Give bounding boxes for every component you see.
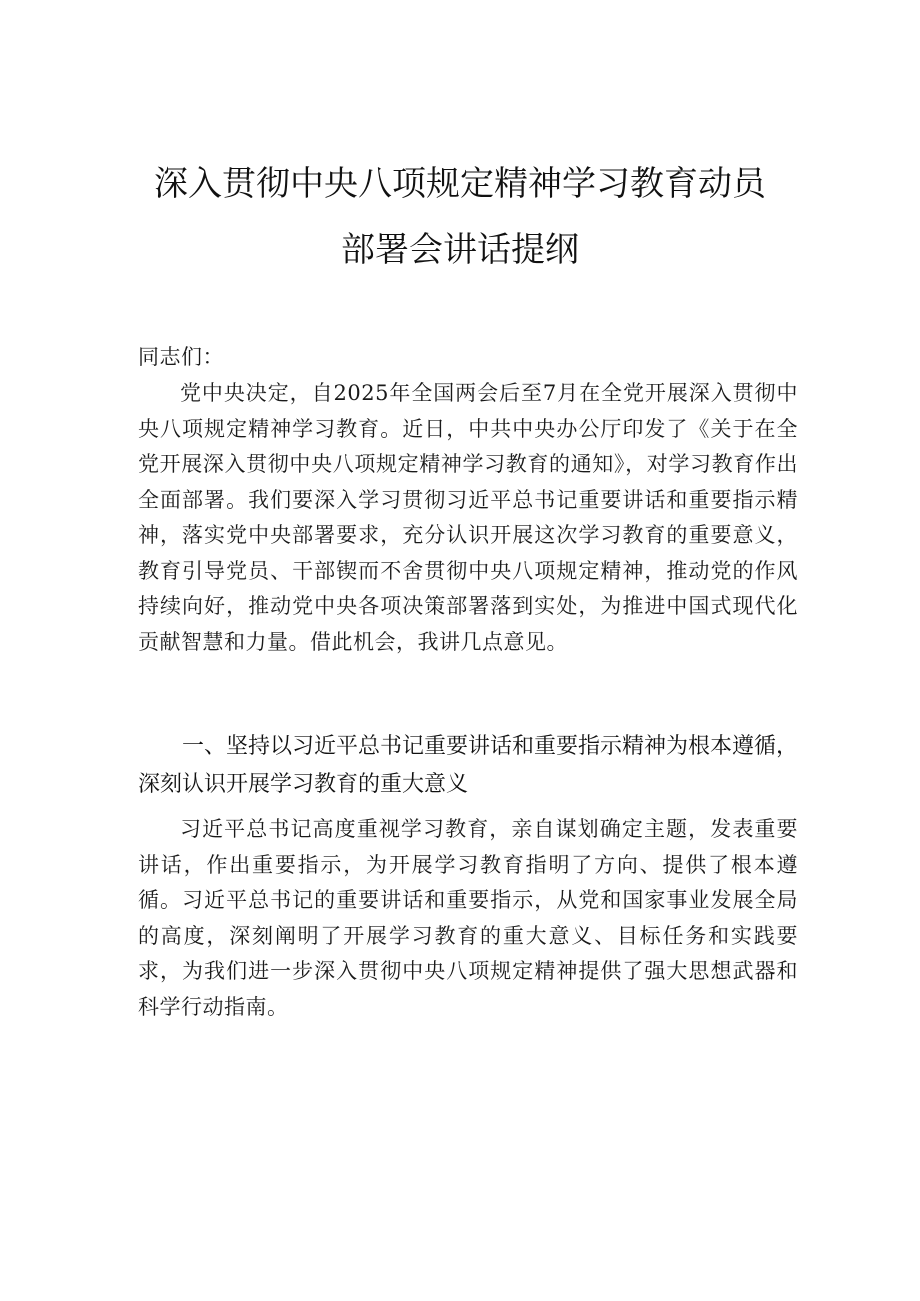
document-title-line-1: 深入贯彻中央八项规定精神学习教育动员 xyxy=(154,164,766,204)
paragraph-intro: 党中央决定，自2025年全国两会后至7月在全党开展深入贯彻中央八项规定精神学习教育。近日，中共中央办公厅印发了《关于在全党开展深入贯彻中央八项规定精神学习教育的通知》，对学习教育作出全面部署。我们要深入学习贯彻习近平总书记重要讲话和重要指示精神，落实党中央部署要求，充分认识开展这次学习教育的重要意义，教育引导党员、干部锲而不舍贯彻中央八项规定精神，推动党的作风持续向好，推动党中央各项决策部署落到实处，为推进中国式现代化贡献智慧和力量。借此机会，我讲几点意见。 xyxy=(138,381,798,654)
paragraph-section-1: 习近平总书记高度重视学习教育，亲自谋划确定主题，发表重要讲话，作出重要指示，为开展学习教育指明了方向、提供了根本遵循。习近平总书记的重要讲话和重要指示，从党和国家事业发展全局的高度，深刻阐明了开展学习教育的重大意义、目标任务和实践要求，为我们进一步深入贯彻中央八项规定精神提供了强大思想武器和科学行动指南。 xyxy=(138,817,798,1019)
section-heading-1: 一、坚持以习近平总书记重要讲话和重要指示精神为根本遵循，深刻认识开展学习教育的重大意义 xyxy=(138,734,799,797)
document-title-line-2: 部署会讲话提纲 xyxy=(341,230,579,270)
salutation: 同志们： xyxy=(138,345,224,369)
